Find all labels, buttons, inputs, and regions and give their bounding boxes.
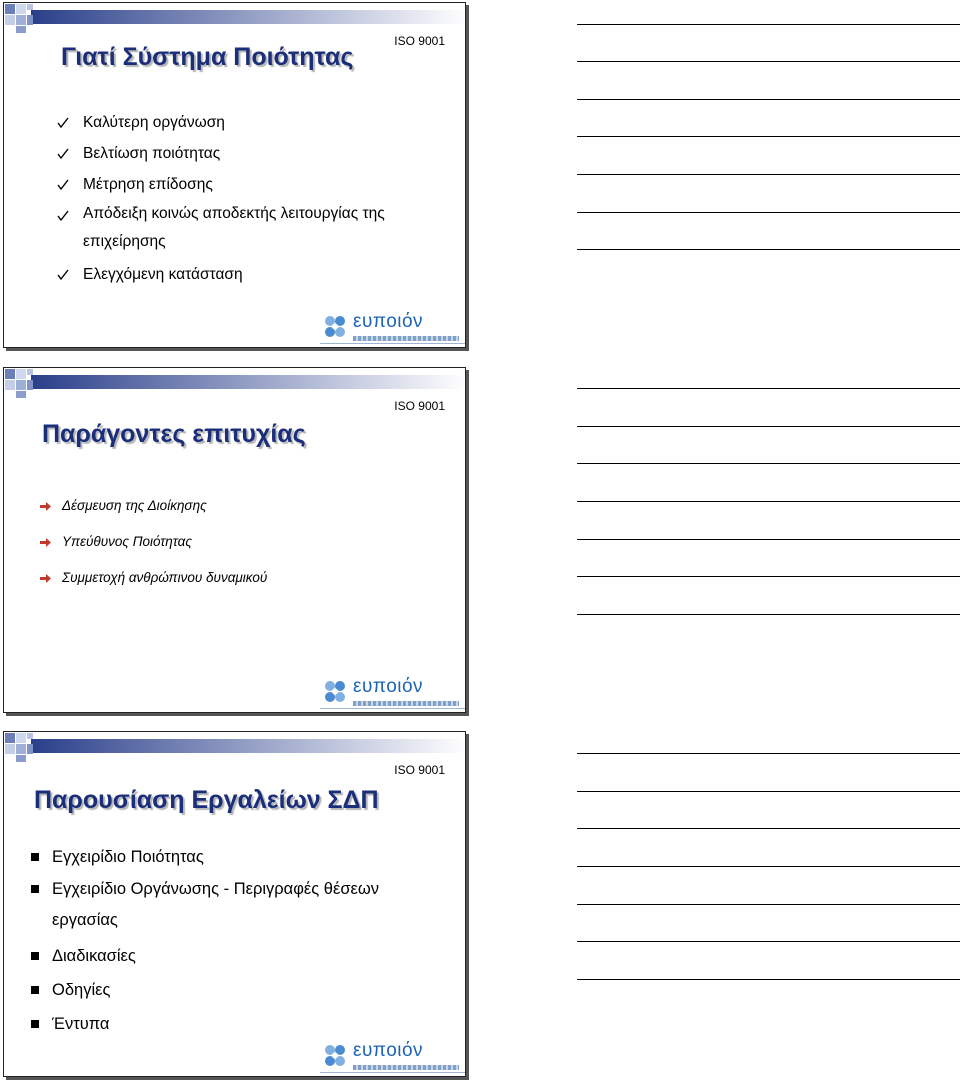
iso-label: ISO 9001 <box>394 34 445 48</box>
slide-header-decoration <box>4 368 466 400</box>
list-item: Διαδικασίες <box>31 939 442 973</box>
list-item: Δέσμευση της Διοίκησης <box>40 488 267 524</box>
iso-label: ISO 9001 <box>394 763 445 777</box>
square-bullet-icon <box>31 1020 39 1028</box>
slide-header-decoration <box>4 732 466 764</box>
slide-header-decoration <box>4 3 466 35</box>
arrow-right-icon <box>40 574 51 583</box>
list-item: Υπεύθυνος Ποιότητας <box>40 524 267 560</box>
checkmark-icon <box>56 138 70 169</box>
list-item: Ελεγχόμενη κατάσταση <box>56 259 443 290</box>
company-logo: ευποιόν <box>320 313 466 345</box>
slide-title: Γιατί Σύστημα Ποιότητας <box>61 43 354 71</box>
bullet-list <box>40 488 267 596</box>
arrow-right-icon <box>40 538 51 547</box>
logo-flower-icon <box>320 1042 350 1072</box>
list-item: Εγχειρίδιο Ποιότητας <box>31 840 442 874</box>
square-bullet-icon <box>31 952 39 960</box>
logo-flower-icon <box>320 678 350 708</box>
list-item: Οδηγίες <box>31 973 442 1007</box>
company-logo: ευποιόν <box>320 1042 466 1074</box>
iso-label: ISO 9001 <box>394 399 445 413</box>
list-item: Έντυπα <box>31 1007 442 1041</box>
slide-2 <box>3 367 466 713</box>
checkmark-icon <box>56 200 70 231</box>
list-item: Συμμετοχή ανθρώπινου δυναμικού <box>40 560 267 596</box>
list-item: Βελτίωση ποιότητας <box>56 138 443 169</box>
slide-1 <box>3 2 466 348</box>
square-bullet-icon <box>31 885 39 893</box>
list-item: Καλύτερη οργάνωση <box>56 107 443 138</box>
slide-3 <box>3 731 466 1077</box>
checkmark-icon <box>56 259 70 290</box>
list-item: Εγχειρίδιο Οργάνωσης - Περιγραφές θέσεων εργασίας <box>31 874 442 936</box>
company-logo: ευποιόν <box>320 678 466 710</box>
slide-title: Παράγοντες επιτυχίας <box>42 420 306 448</box>
bullet-list <box>56 107 443 290</box>
list-item: Απόδειξη κοινώς αποδεκτής λειτουργίας της επιχείρησης <box>56 200 443 256</box>
slide-title: Παρουσίαση Εργαλείων ΣΔΠ <box>34 786 379 814</box>
square-bullet-icon <box>31 986 39 994</box>
checkmark-icon <box>56 169 70 200</box>
list-item: Μέτρηση επίδοσης <box>56 169 443 200</box>
bullet-list <box>31 840 442 1041</box>
arrow-right-icon <box>40 502 51 511</box>
logo-flower-icon <box>320 313 350 343</box>
checkmark-icon <box>56 107 70 138</box>
square-bullet-icon <box>31 853 39 861</box>
